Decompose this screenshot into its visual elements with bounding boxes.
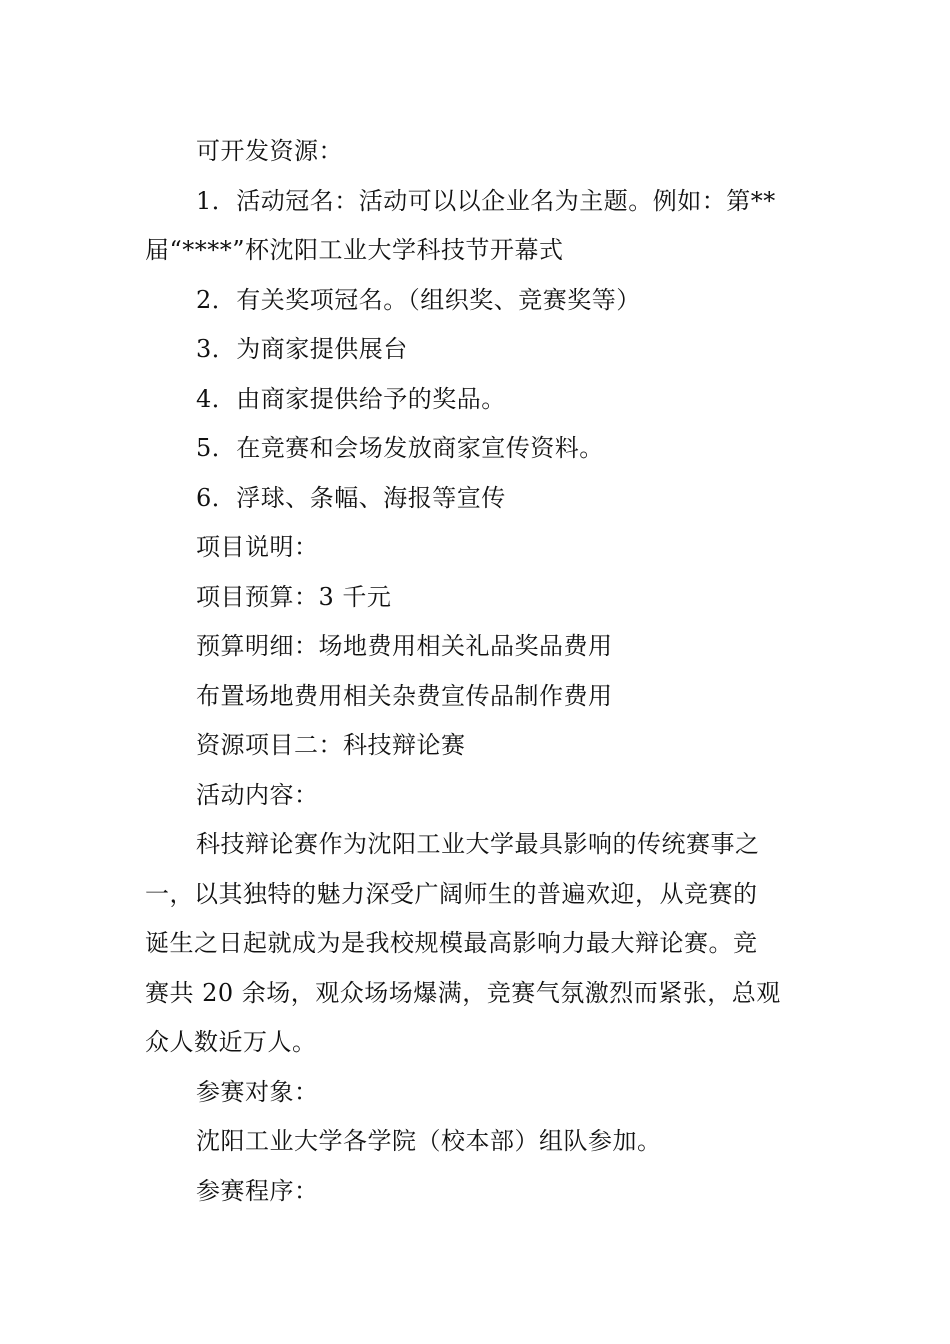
budget-details-continued: 布置场地费用相关杂费宣传品制作费用 (196, 681, 613, 710)
paragraph-line-5: 众人数近万人。 (145, 1028, 317, 1056)
list-item-4: 4．由商家提供给予的奖品。 (196, 384, 506, 413)
heading-project-description: 项目说明： (196, 533, 319, 561)
heading-participants: 参赛对象： (196, 1077, 319, 1106)
project-budget: 项目预算：3 千元 (196, 582, 392, 611)
participants-description: 沈阳工业大学各学院（校本部）组队参加。 (196, 1127, 662, 1155)
list-item-1: 1．活动冠名：活动可以以企业名为主题。例如：第** (196, 186, 776, 215)
paragraph-line-1: 科技辩论赛作为沈阳工业大学最具影响的传统赛事之 (196, 830, 760, 858)
paragraph-line-4: 赛共 20 余场，观众场场爆满，竞赛气氛激烈而紧张，总观 (145, 978, 781, 1007)
document-body (145, 127, 810, 1216)
paragraph-line-3: 诞生之日起就成为是我校规模最高影响力最大辩论赛。竞 (145, 929, 758, 957)
heading-procedure: 参赛程序： (196, 1176, 319, 1205)
list-item-2: 2．有关奖项冠名。（组织奖、竞赛奖等） (196, 285, 641, 314)
list-item-5: 5．在竞赛和会场发放商家宣传资料。 (196, 434, 604, 462)
list-item-3: 3．为商家提供展台 (196, 335, 408, 363)
list-item-1-continuation: 届“****”杯沈阳工业大学科技节开幕式 (145, 236, 564, 264)
heading-resource-project-two: 资源项目二：科技辩论赛 (196, 731, 466, 759)
list-item-6: 6．浮球、条幅、海报等宣传 (196, 483, 506, 512)
heading-activity-content: 活动内容： (196, 780, 319, 809)
paragraph-line-2: 一，以其独特的魅力深受广阔师生的普遍欢迎，从竞赛的 (145, 879, 758, 908)
heading-resources: 可开发资源： (196, 137, 343, 165)
budget-details: 预算明细：场地费用相关礼品奖品费用 (196, 632, 613, 660)
